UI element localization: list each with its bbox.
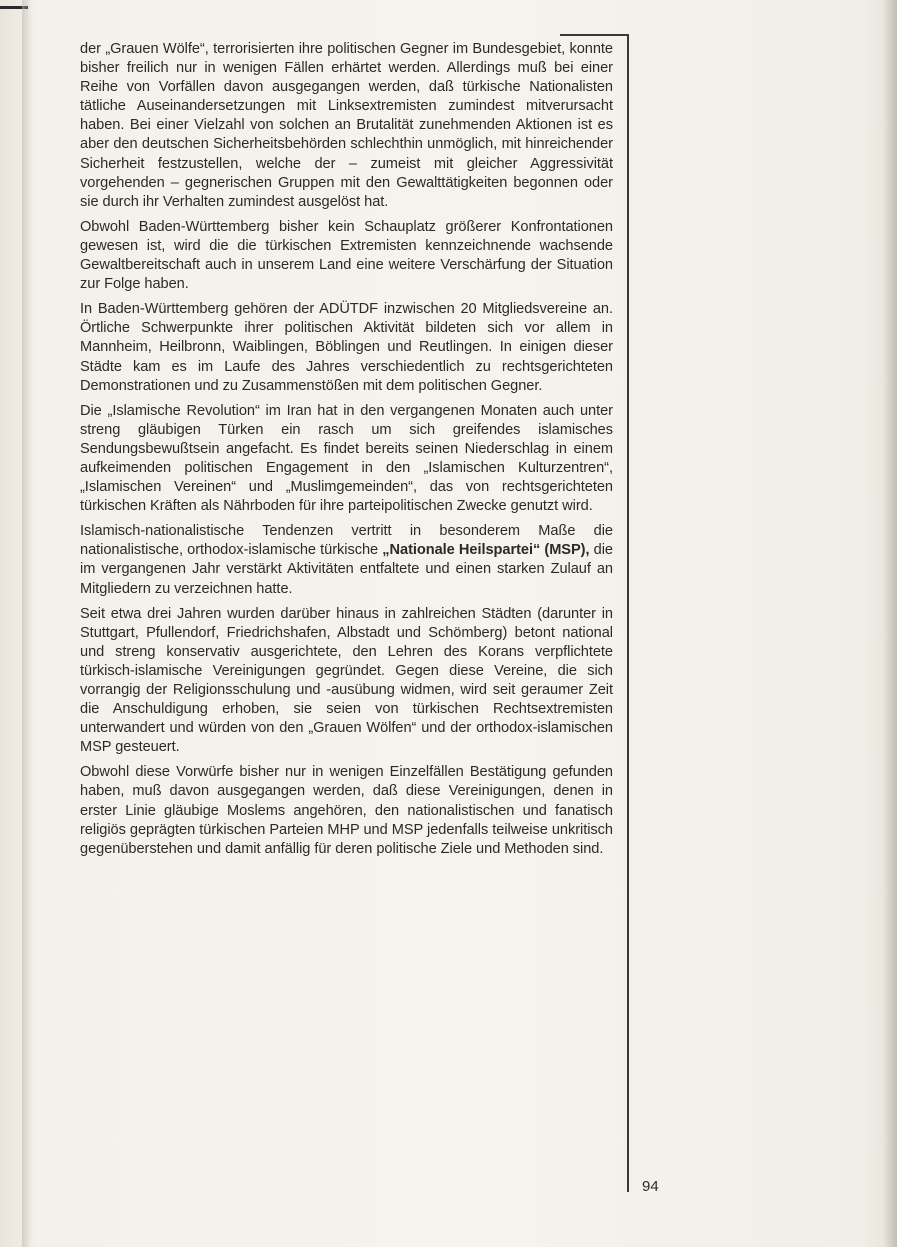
paragraph-2: Obwohl Baden-Württemberg bisher kein Schauplatz größerer Konfrontationen gewesen ist, wird die die türkischen Extremisten kennzeichnende wachsende Gewaltbereitschaft auch in unserem Land eine weitere Verschärfung der Situation zur Folge haben. [80, 218, 613, 293]
paragraph-6: Seit etwa drei Jahren wurden darüber hinaus in zahlreichen Städten (darunter in Stuttgart, Pfullendorf, Friedrichshafen, Albstadt und Schömberg) betont national und streng konservativ ausgerichtete, den Lehren des Korans verpflichtete türkisch-islamische Vereinigungen gegründet. Gegen diese Vereine, die sich vorrangig der Religionsschulung und -ausübung widmen, wird seit geraumer Zeit die Anschuldigung erhoben, sie seien von türkischen Rechtsextremisten unterwandert und würden von den „Grauen Wölfen“ und der orthodox-islamischen MSP gesteuert. [80, 605, 613, 756]
binding-shadow [22, 0, 32, 1247]
paragraph-5-tail: die im vergangenen Jahr verstärkt Aktivitäten entfaltete und einen starken Zulauf an Mitgliedern zu verzeichnen hatte. [80, 542, 613, 597]
paragraph-5-lead: Islamisch-nationalistische Tendenzen vertritt in besonderem Maße die nationalistische, orthodox-islamische türkische [80, 523, 613, 559]
margin-rule [627, 34, 629, 1192]
paragraph-5 [80, 522, 613, 598]
paragraph-7: Obwohl diese Vorwürfe bisher nur in wenigen Einzelfällen Bestätigung gefunden haben, muß davon ausgegangen werden, daß diese Vereinigungen, denen in erster Linie gläubige Moslems angehören, den nationalistischen und fanatisch religiös geprägten türkischen Parteien MHP und MSP jedenfalls teilweise unkritisch gegenüberstehen und damit anfällig für deren politische Ziele und Methoden sind. [80, 764, 613, 857]
paragraph-3: In Baden-Württemberg gehören der ADÜTDF inzwischen 20 Mitgliedsvereine an. Örtliche Schwerpunkte ihrer politischen Aktivität bildeten sich vor allem in Mannheim, Heilbronn, Waiblingen, Böblingen und Reutlingen. In einigen dieser Städte kam es im Laufe des Jahres verschiedentlich zu rechtsgerichteten Demonstrationen und zu Zusammenstößen mit dem politischen Gegner. [80, 301, 613, 394]
page-edge-shadow [883, 0, 897, 1247]
party-name-bold: „Nationale Heilspartei“ (MSP), [382, 542, 590, 559]
body-text [80, 40, 613, 859]
top-rule [560, 34, 628, 36]
paragraph-4: Die „Islamische Revolution“ im Iran hat in den vergangenen Monaten auch unter streng gläubigen Türken ein rasch um sich greifendes islamisches Sendungsbewußtsein angefacht. Es findet bereits seinen Niederschlag in einem aufkeimenden politischen Engagement in den „Islamischen Kulturzentren“, „Islamischen Vereinen“ und „Muslimgemeinden“, das von rechtsgerichteten türkischen Kräften als Nährboden für ihre parteipolitischen Zwecke genutzt wird. [80, 402, 613, 515]
paragraph-1: der „Grauen Wölfe“, terrorisierten ihre politischen Gegner im Bundesgebiet, konnte bisher freilich nur in wenigen Fällen erhärtet werden. Allerdings muß bei einer Reihe von Vorfällen davon ausgegangen werden, daß türkische Nationalisten tätliche Auseinandersetzungen mit Linksextremisten zumindest mitverursacht haben. Bei einer Vielzahl von solchen an Brutalität zunehmenden Aktionen ist es aber den deutschen Sicherheitsbehörden schlechthin unmöglich, mit hinreichender Sicherheit festzustellen, welche der – zumeist mit gleicher Aggressivität vorgehenden – gegnerischen Gruppen mit den Gewalttätigkeiten begonnen oder sie durch ihr Verhalten zumindest ausgelöst hat. [80, 41, 613, 210]
page-number: 94 [642, 1178, 659, 1195]
